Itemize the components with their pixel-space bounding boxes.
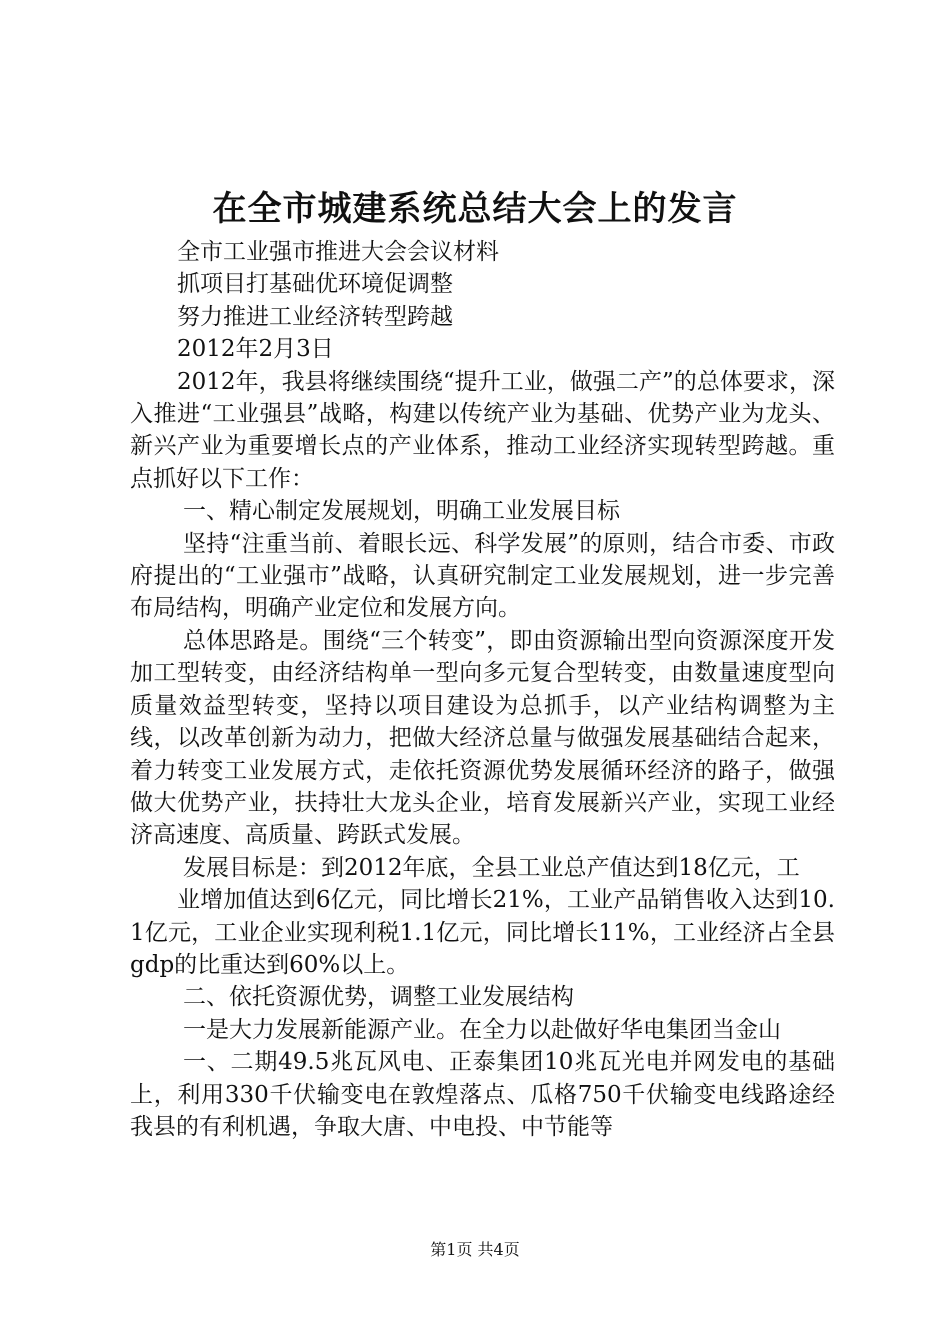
page-footer: 第1页 共4页	[430, 1240, 520, 1259]
paragraph: 2012年，我县将继续围绕“提升工业，做强二产”的总体要求，深入推进“工业强县”战略，构建以传统产业为基础、优势产业为龙头、新兴产业为重要增长点的产业体系，推动工业经济实现转型跨越。重点抓好以下工作：	[130, 368, 835, 492]
paragraph: 总体思路是。围绕“三个转变”，即由资源输出型向资源深度开发加工型转变，由经济结构单一型向多元复合型转变，由数量速度型向质量效益型转变，坚持以项目建设为总抓手，以产业结构调整为主线，以改革创新为动力，把做大经济总量与做强发展基础结合起来，着力转变工业发展方式，走依托资源优势发展循环经济的路子，做强做大优势产业，扶持壮大龙头企业，培育发展新兴产业，实现工业经济高速度、高质量、跨跃式发展。	[130, 627, 835, 849]
paragraph-date: 2012年2月3日	[177, 336, 334, 363]
paragraph: 全市工业强市推进大会会议材料	[177, 239, 499, 265]
paragraph: 发展目标是：到2012年底，全县工业总产值达到18亿元，工	[183, 854, 800, 881]
document-title: 在全市城建系统总结大会上的发言	[212, 189, 738, 229]
paragraph: 业增加值达到6亿元，同比增长21%，工业产品销售收入达到10.1亿元，工业企业实现利税1.1亿元，同比增长11%，工业经济占全县gdp的比重达到60%以上。	[130, 887, 835, 978]
paragraph: 努力推进工业经济转型跨越	[177, 303, 453, 330]
paragraph: 一是大力发展新能源产业。在全力以赴做好华电集团当金山	[183, 1016, 781, 1043]
paragraph: 坚持“注重当前、着眼长远、科学发展”的原则，结合市委、市政府提出的“工业强市”战略，认真研究制定工业发展规划，进一步完善布局结构，明确产业定位和发展方向。	[130, 530, 835, 622]
section-heading: 二、依托资源优势，调整工业发展结构	[183, 984, 574, 1011]
document-body	[130, 236, 835, 1143]
paragraph: 一、二期49.5兆瓦风电、正泰集团10兆瓦光电并网发电的基础上，利用330千伏输变电在敦煌落点、瓜格750千伏输变电线路途经我县的有利机遇，争取大唐、中电投、中节能等	[130, 1049, 835, 1140]
section-heading: 一、精心制定发展规划，明确工业发展目标	[183, 498, 620, 525]
paragraph: 抓项目打基础优环境促调整	[177, 271, 453, 298]
